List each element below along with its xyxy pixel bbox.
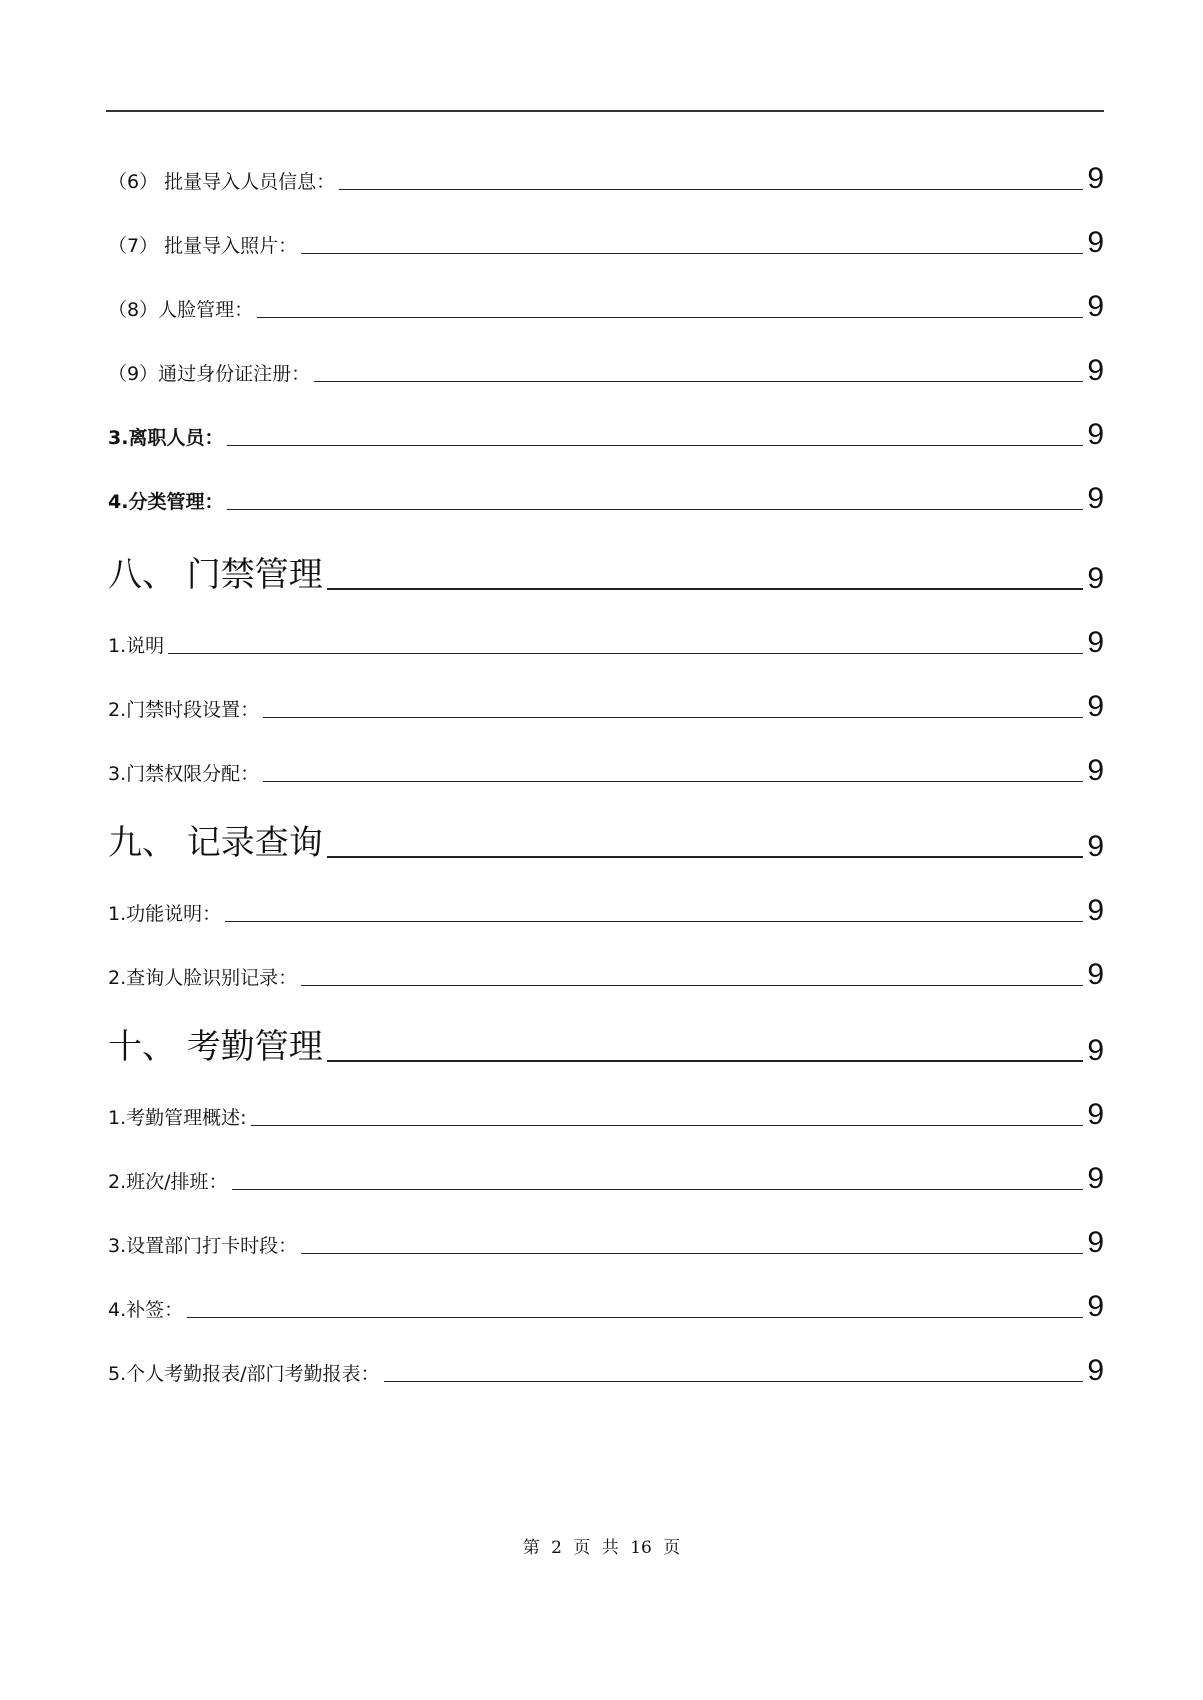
header-rule <box>106 110 1104 112</box>
toc-chapter-label: 十、 考勤管理 <box>108 1027 323 1067</box>
toc-entry-label: 2.班次/排班： <box>108 1171 228 1193</box>
toc-entry[interactable] <box>108 680 1104 723</box>
toc-page-number: 9 <box>1087 830 1104 863</box>
toc-entry[interactable] <box>108 948 1104 991</box>
toc-entry-label: 5.个人考勤报表/部门考勤报表： <box>108 1363 380 1385</box>
toc-page-number: 9 <box>1087 894 1104 927</box>
toc-page-number: 9 <box>1087 1162 1104 1195</box>
toc-entry[interactable] <box>108 344 1104 387</box>
toc-entry-label: （7） 批量导入照片： <box>108 235 298 257</box>
toc-entry[interactable] <box>108 280 1104 323</box>
toc-entry[interactable] <box>108 1280 1104 1323</box>
toc-entry-label: 3.门禁权限分配： <box>108 763 260 785</box>
toc-entry[interactable] <box>108 1152 1104 1195</box>
toc-entry-label: （8）人脸管理： <box>108 299 254 321</box>
toc-entry[interactable] <box>108 216 1104 259</box>
toc-leader-line <box>327 588 1084 590</box>
toc-entry[interactable] <box>108 616 1104 659</box>
toc-entry-label: 2.查询人脸识别记录： <box>108 967 298 989</box>
toc-leader-line <box>232 1189 1084 1190</box>
toc-entry[interactable] <box>108 744 1104 787</box>
toc-page-number: 9 <box>1087 1226 1104 1259</box>
toc-page-number: 9 <box>1087 290 1104 323</box>
toc-page-number: 9 <box>1087 690 1104 723</box>
toc-entry[interactable] <box>108 1216 1104 1259</box>
toc-entry[interactable] <box>108 884 1104 927</box>
toc-page-number: 9 <box>1087 958 1104 991</box>
toc-entry-label: 4.分类管理： <box>108 491 224 513</box>
page-footer: 第 2 页 共 16 页 <box>522 1538 681 1558</box>
toc-entry-label: 3.离职人员： <box>108 427 224 449</box>
toc-leader-line <box>257 317 1083 318</box>
toc-entry-label: 1.说明 <box>108 635 165 657</box>
toc-entry-label: 1.考勤管理概述: <box>108 1107 247 1129</box>
toc-entry[interactable] <box>108 1088 1104 1131</box>
toc-entry[interactable] <box>108 408 1104 451</box>
toc-page-number: 9 <box>1087 162 1104 195</box>
toc-page-number: 9 <box>1087 1098 1104 1131</box>
toc-chapter-label: 九、 记录查询 <box>108 823 323 863</box>
toc-leader-line <box>251 1125 1084 1126</box>
toc-leader-line <box>227 509 1083 510</box>
toc-leader-line <box>301 985 1083 986</box>
toc-chapter-entry[interactable] <box>108 1018 1104 1067</box>
toc-page-number: 9 <box>1087 418 1104 451</box>
toc-entry[interactable] <box>108 472 1104 515</box>
toc-leader-line <box>327 856 1084 858</box>
toc-leader-line <box>301 253 1083 254</box>
toc-page-number: 9 <box>1087 1354 1104 1387</box>
toc-leader-line <box>327 1060 1084 1062</box>
toc-entry[interactable] <box>108 152 1104 195</box>
toc-page-number: 9 <box>1087 754 1104 787</box>
toc-leader-line <box>339 189 1083 190</box>
toc-leader-line <box>301 1253 1083 1254</box>
toc-page-number: 9 <box>1087 1034 1104 1067</box>
toc-page-number: 9 <box>1087 354 1104 387</box>
toc-entry-label: 3.设置部门打卡时段： <box>108 1235 298 1257</box>
toc-leader-line <box>227 445 1083 446</box>
toc-leader-line <box>314 381 1083 382</box>
toc-entry-label: 2.门禁时段设置： <box>108 699 260 721</box>
toc-leader-line <box>263 717 1083 718</box>
toc-page-number: 9 <box>1087 226 1104 259</box>
toc-entry-label: 4.补签： <box>108 1299 184 1321</box>
toc-chapter-entry[interactable] <box>108 814 1104 863</box>
toc-page-number: 9 <box>1087 626 1104 659</box>
toc-leader-line <box>384 1381 1084 1382</box>
toc-leader-line <box>187 1317 1083 1318</box>
toc-page-number: 9 <box>1087 1290 1104 1323</box>
toc-chapter-entry[interactable] <box>108 546 1104 595</box>
toc-leader-line <box>225 921 1083 922</box>
toc-entry-label: （6） 批量导入人员信息： <box>108 171 336 193</box>
toc-leader-line <box>263 781 1083 782</box>
toc-chapter-label: 八、 门禁管理 <box>108 555 323 595</box>
toc-entry[interactable] <box>108 1344 1104 1387</box>
toc-leader-line <box>168 653 1083 654</box>
toc-entry-label: 1.功能说明： <box>108 903 222 925</box>
toc-page-number: 9 <box>1087 562 1104 595</box>
toc-entry-label: （9）通过身份证注册： <box>108 363 311 385</box>
toc-page-number: 9 <box>1087 482 1104 515</box>
